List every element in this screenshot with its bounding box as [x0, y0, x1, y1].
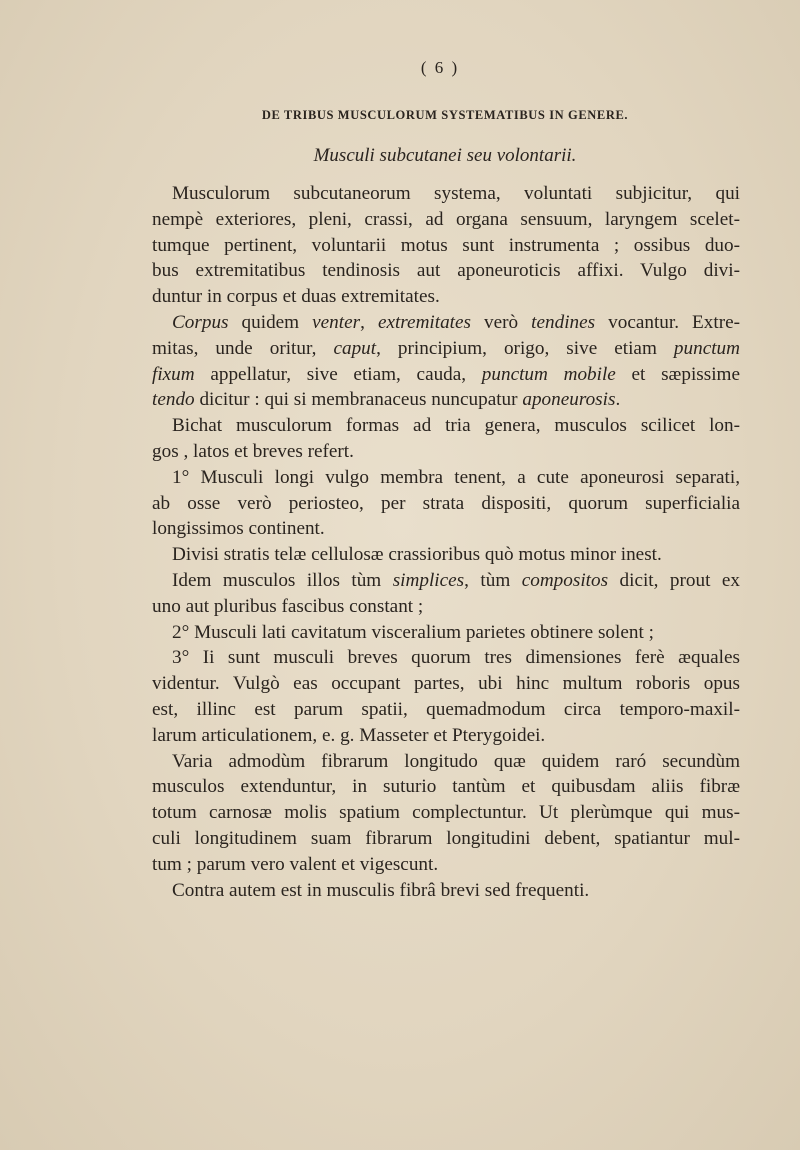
- page-number: ( 6 ): [420, 58, 460, 77]
- italic-term: venter: [312, 311, 361, 333]
- paragraph: [152, 310, 740, 413]
- paragraph: [152, 878, 740, 904]
- italic-term: aponeurosis: [522, 389, 616, 411]
- text-line: nempè exteriores, pleni, crassi, ad organa sensuum, laryngem scelet-: [152, 208, 740, 230]
- text-line: uno aut pluribus fascibus constant ;: [152, 595, 424, 617]
- paragraph: [152, 413, 740, 465]
- text-line: Idem musculos illos tùm simplices, tùm compositos dicit, prout ex: [172, 569, 740, 591]
- italic-term: compositos: [521, 569, 609, 591]
- text-line: musculos extenduntur, in suturio tantùm et quibusdam aliis fibræ: [152, 776, 740, 798]
- text-line: 1° Musculi longi vulgo membra tenent, a cute aponeurosi separati,: [172, 466, 740, 488]
- text-line: totum carnosæ molis spatium complectuntur. Ut plerùmque qui mus-: [152, 802, 740, 824]
- text-line: 2° Musculi lati cavitatum visceralium parietes obtinere solent ;: [172, 621, 654, 643]
- text-line: tendo dicitur : qui si membranaceus nuncupatur aponeurosis.: [152, 389, 621, 411]
- text-line: tumque pertinent, voluntarii motus sunt instrumenta ; ossibus duo-: [152, 234, 740, 256]
- text-line: longissimos continent.: [152, 518, 325, 540]
- text-line: videntur. Vulgò eas occupant partes, ubi hinc multum roboris opus: [152, 673, 740, 695]
- text-line: fixum appellatur, sive etiam, cauda, punctum mobile et sæpissime: [152, 363, 740, 385]
- italic-term: caput: [333, 337, 377, 359]
- paragraph: [152, 645, 740, 748]
- paragraph: [152, 542, 740, 568]
- body-text: [152, 181, 740, 903]
- text-line: Contra autem est in musculis fibrâ brevi sed frequenti.: [172, 879, 590, 901]
- text-line: bus extremitatibus tendinosis aut aponeuroticis affixi. Vulgo divi-: [152, 260, 740, 282]
- text-line: mitas, unde oritur, caput, principium, origo, sive etiam punctum: [152, 337, 741, 359]
- italic-term: punctum: [673, 337, 741, 359]
- text-line: tum ; parum vero valent et vigescunt.: [152, 853, 439, 875]
- text-line: Bichat musculorum formas ad tria genera, musculos scilicet lon-: [172, 415, 740, 437]
- paragraph: [152, 620, 740, 646]
- paragraph: [152, 465, 740, 542]
- text-line: gos , latos et breves refert.: [152, 440, 354, 462]
- text-line: culi longitudinem suam fibrarum longitudini debent, spatiantur mul-: [152, 827, 740, 849]
- italic-term: tendines: [531, 311, 596, 333]
- paragraph: [152, 181, 740, 310]
- text-line: Musculorum subcutaneorum systema, voluntati subjicitur, qui: [172, 183, 740, 204]
- italic-term: tendo: [152, 389, 195, 411]
- text-line: Varia admodùm fibrarum longitudo quæ quidem raró secundùm: [172, 750, 740, 772]
- running-head: DE TRIBUS MUSCULORUM SYSTEMATIBUS IN GENERE.: [261, 108, 629, 122]
- section-subtitle: Musculi subcutanei seu volontarii.: [313, 145, 577, 166]
- text-line: 3° Ii sunt musculi breves quorum tres dimensiones ferè æquales: [172, 647, 740, 669]
- paragraph: [152, 568, 740, 620]
- italic-term: fixum: [152, 363, 195, 385]
- italic-term: extremitates: [377, 311, 471, 333]
- italic-term: Corpus: [172, 311, 229, 333]
- italic-term: simplices: [392, 569, 465, 591]
- text-line: est, illinc est parum spatii, quemadmodum circa temporo-maxil-: [152, 698, 740, 720]
- paragraph: [152, 749, 740, 878]
- text-line: duntur in corpus et duas extremitates.: [152, 286, 440, 308]
- text-line: ab osse verò periosteo, per strata dispositi, quorum superficialia: [152, 492, 740, 514]
- text-line: Corpus quidem venter, extremitates verò tendines vocantur. Extre-: [172, 311, 741, 333]
- text-line: larum articulationem, e. g. Masseter et Pterygoidei.: [152, 724, 546, 746]
- italic-term: punctum mobile: [481, 363, 616, 385]
- text-line: Divisi stratis telæ cellulosæ crassioribus quò motus minor inest.: [172, 544, 662, 566]
